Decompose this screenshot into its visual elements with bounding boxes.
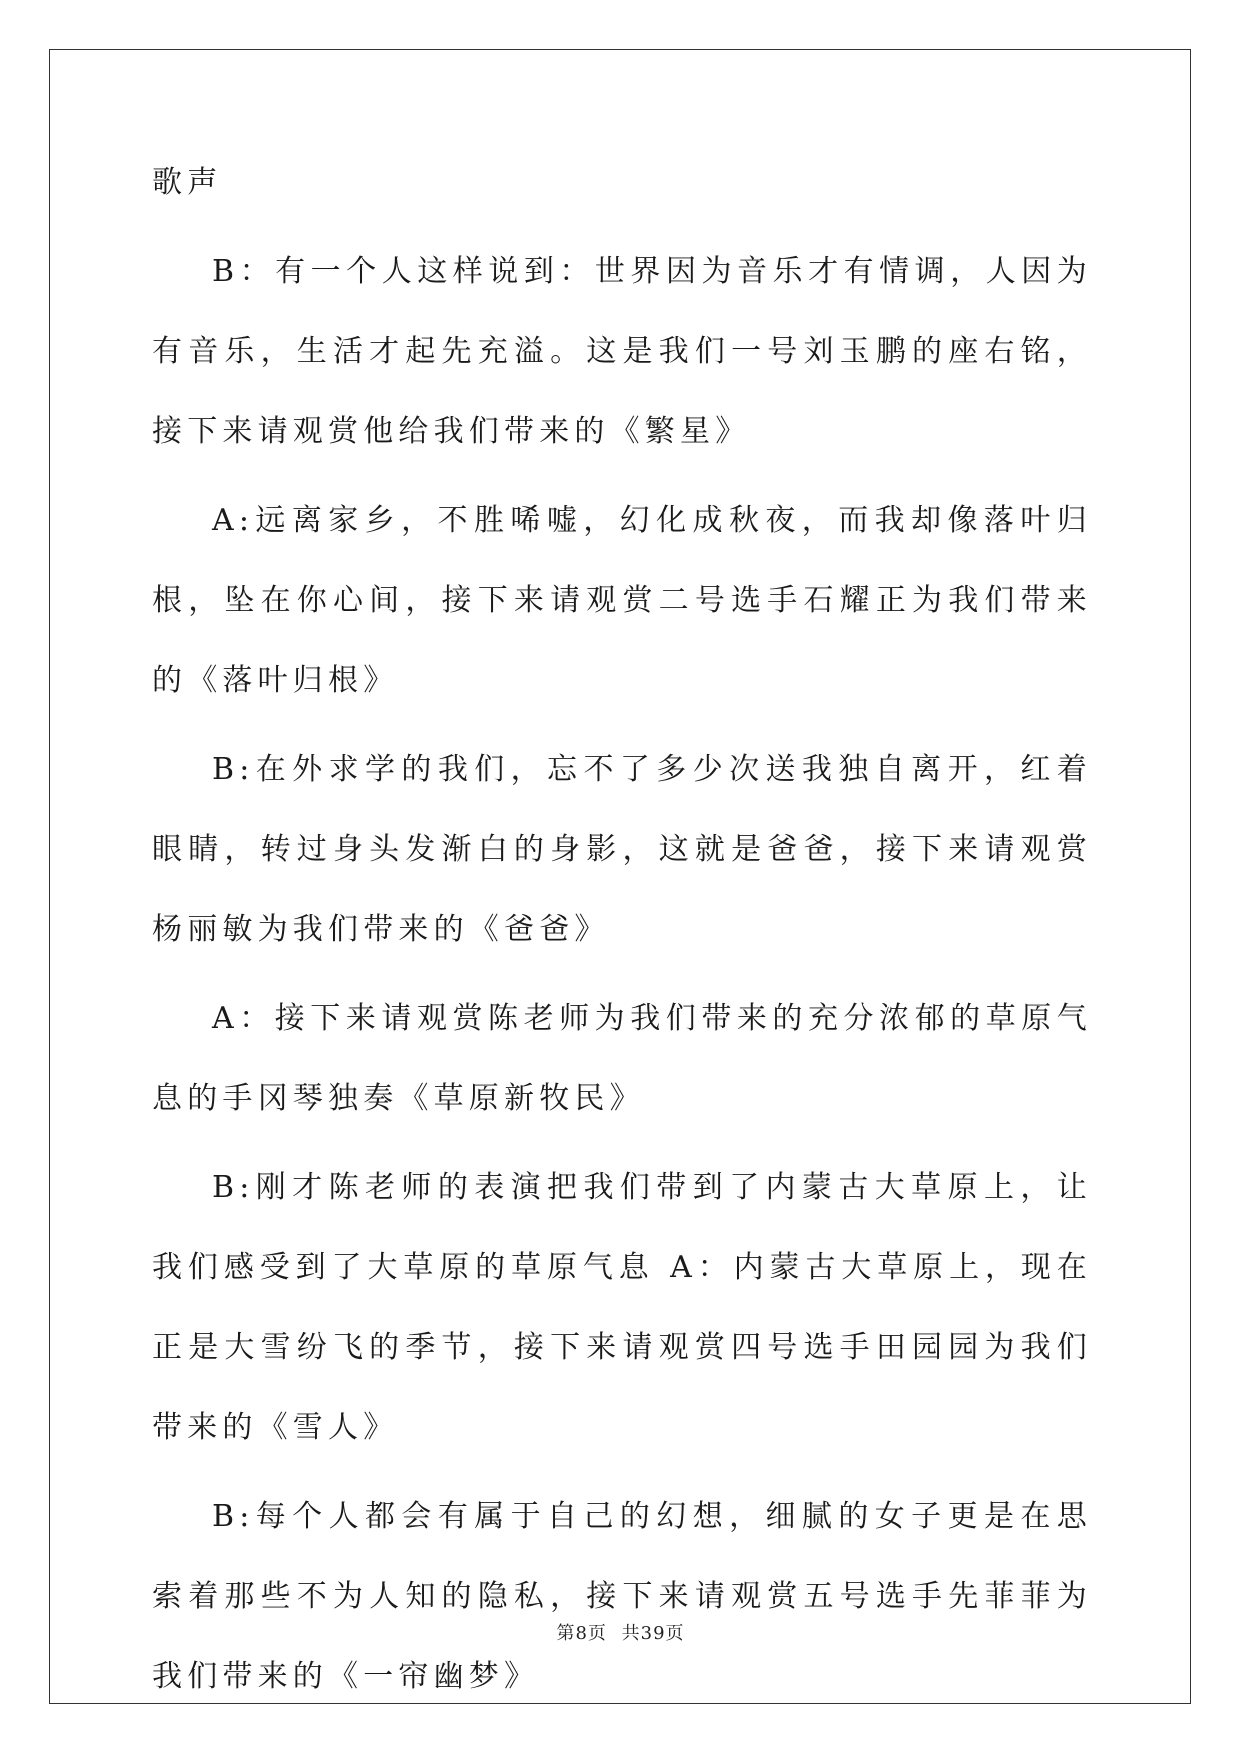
paragraph: B：有一个人这样说到：世界因为音乐才有情调，人因为有音乐，生活才起先充溢。这是我们一号刘玉鹏的座右铭，接下来请观赏他给我们带来的《繁星》	[152, 254, 1092, 449]
paragraph: B:在外求学的我们，忘不了多少次送我独自离开，红着眼睛，转过身头发渐白的身影，这就是爸爸，接下来请观赏杨丽敏为我们带来的《爸爸》	[152, 752, 1092, 947]
paragraph: B:刚才陈老师的表演把我们带到了内蒙古大草原上，让我们感受到了大草原的草原气息 A：内蒙古大草原上，现在正是大雪纷飞的季节，接下来请观赏四号选手田园园为我们带来的《雪人》	[152, 1170, 1092, 1445]
paragraph: A：接下来请观赏陈老师为我们带来的充分浓郁的草原气息的手冈琴独奏《草原新牧民》	[152, 1001, 1092, 1116]
page-number: 第8页	[556, 1623, 607, 1644]
paragraph: B:每个人都会有属于自己的幻想，细腻的女子更是在思索着那些不为人知的隐私，接下来请观赏五号选手先菲菲为我们带来的《一帘幽梦》	[152, 1499, 1092, 1694]
page-footer	[0, 1619, 1241, 1645]
paragraph: A:远离家乡，不胜唏嘘，幻化成秋夜，而我却像落叶归根，坠在你心间，接下来请观赏二号选手石耀正为我们带来的《落叶归根》	[152, 503, 1092, 698]
document-body	[152, 165, 1092, 1726]
page-total: 共39页	[621, 1623, 685, 1644]
paragraph-continuation: 歌声	[152, 165, 223, 200]
